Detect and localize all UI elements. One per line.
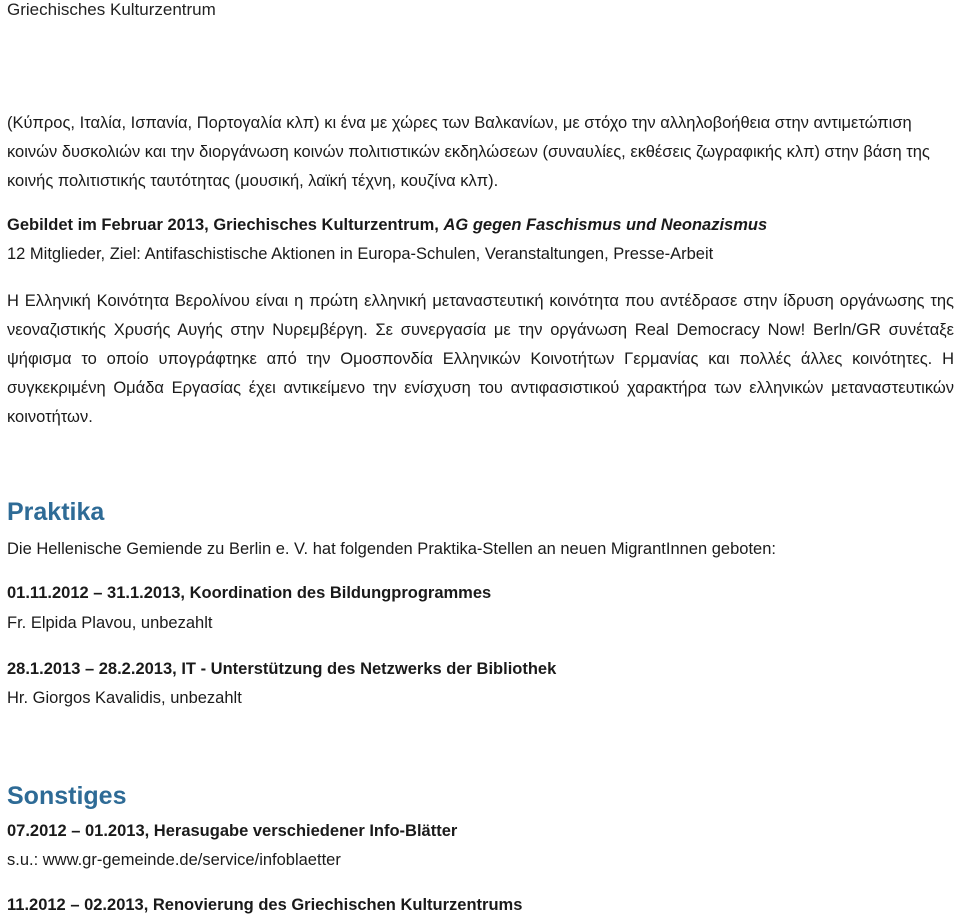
praktika-item-detail: Hr. Giorgos Kavalidis, unbezahlt [7, 689, 242, 707]
ag-greek-paragraph: Η Ελληνική Κοινότητα Βερολίνου είναι η πρώτη ελληνική μεταναστευτική κοινότητα που αντέδρασε στην ίδρυση οργάνωσης της νεοναζιστικής Χρυσής Αυγής στην Νυρεμβέργη. Σε συνεργασία με την οργάνωση Real Democracy Now! Berln/GR συνέταξε ψήφισμα το οποίο υπογράφτηκε από την Ομοσπονδία Ελληνικών Κοινοτήτων Γερμανίας και πολλές άλλες κοινότητες. Η συγκεκριμένη Ομάδα Εργασίας έχει αντικείμενο την ενίσχυση του αντιφασιστικού χαρακτήρα των ελληνικών μεταναστευτικών κοινοτήτων. [7, 292, 954, 426]
praktika-item-title: 28.1.2013 – 28.2.2013, IT - Unterstützung des Netzwerks der Bibliothek [7, 660, 557, 678]
ag-members: 12 Mitglieder, Ziel: Antifaschistische Aktionen in Europa-Schulen, Veranstaltungen, Presse-Arbeit [7, 245, 714, 263]
praktika-item-detail: Fr. Elpida Plavou, unbezahlt [7, 614, 213, 632]
praktika-item-title: 01.11.2012 – 31.1.2013, Koordination des Bildungprogrammes [7, 584, 492, 602]
intro-greek-paragraph: (Κύπρος, Ιταλία, Ισπανία, Πορτογαλία κλπ) κι ένα με χώρες των Βαλκανίων, με στόχο την αλληλοβοήθεια στην αντιμετώπιση κοινών δυσκολιών και την διοργάνωση κοινών πολιτιστικών εκδηλώσεων (συναυλίες, εκθέσεις ζωγραφικής κλπ) στην βάση της κοινής πολιτιστικής ταυτότητας (μουσική, λαϊκή τέχνη, κουζίνα κλπ). [7, 114, 930, 190]
sonstiges-item-detail: s.u.: www.gr-gemeinde.de/service/infoblaetter [7, 851, 341, 869]
sonstiges-item-title: 07.2012 – 01.2013, Herasugabe verschiedener Info-Blätter [7, 822, 458, 840]
praktika-title: Praktika [7, 498, 105, 526]
ag-heading [7, 211, 767, 240]
page-header: Griechisches Kulturzentrum [7, 0, 216, 19]
sonstiges-title: Sonstiges [7, 782, 127, 810]
ag-heading-italic: AG gegen Faschismus und Neonazismus [443, 216, 768, 234]
ag-heading-bold: Gebildet im Februar 2013, Griechisches Kulturzentrum, [7, 216, 439, 234]
praktika-intro: Die Hellenische Gemiende zu Berlin e. V. hat folgenden Praktika-Stellen an neuen MigrantInnen geboten: [7, 540, 776, 558]
sonstiges-item-title: 11.2012 – 02.2013, Renovierung des Griechischen Kulturzentrums [7, 896, 523, 914]
